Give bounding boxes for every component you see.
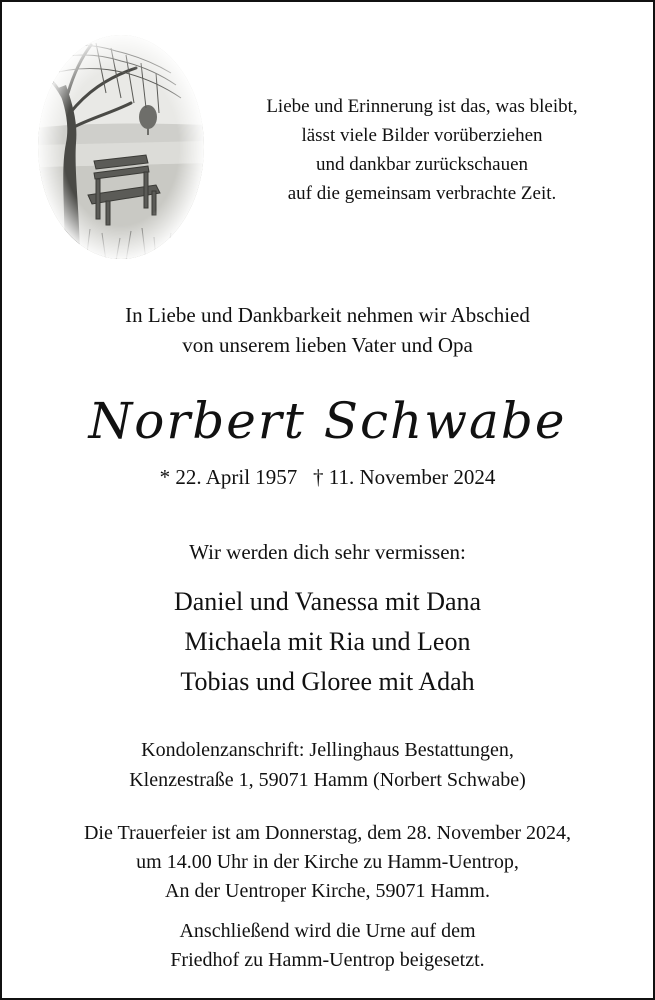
mourners-list bbox=[2, 582, 653, 702]
ceremony-line: Die Trauerfeier ist am Donnerstag, dem 28. November 2024, bbox=[83, 822, 572, 844]
condolence-line: Kondolenzanschrift: Jellinghaus Bestattungen, bbox=[141, 739, 514, 761]
ceremony-line: um 14.00 Uhr in der Kirche zu Hamm-Uentrop, bbox=[136, 851, 519, 873]
deceased-name: Norbert Schwabe bbox=[88, 392, 567, 450]
poem-line: Liebe und Erinnerung ist das, was bleibt, bbox=[266, 96, 578, 117]
burial-info bbox=[2, 917, 653, 975]
mourner-line: Daniel und Vanessa mit Dana bbox=[173, 587, 482, 616]
life-dates: * 22. April 1957 † 11. November 2024 bbox=[159, 465, 496, 489]
funeral-service-info bbox=[2, 819, 653, 906]
poem-line: und dankbar zurückschauen bbox=[315, 154, 529, 175]
intro-line: von unserem lieben Vater und Opa bbox=[182, 333, 473, 357]
poem-line: lässt viele Bilder vorüberziehen bbox=[301, 125, 543, 146]
mourner-line: Tobias und Gloree mit Adah bbox=[180, 667, 475, 696]
mourner-line: Michaela mit Ria und Leon bbox=[184, 627, 471, 656]
burial-line: Anschließend wird die Urne auf dem bbox=[179, 920, 476, 942]
poem-line: auf die gemeinsam verbrachte Zeit. bbox=[287, 183, 557, 204]
ceremony-line: An der Uentroper Kirche, 59071 Hamm. bbox=[165, 880, 490, 902]
mourners-heading: Wir werden dich sehr vermissen: bbox=[189, 540, 466, 564]
memorial-poem bbox=[212, 92, 632, 208]
burial-line: Friedhof zu Hamm-Uentrop beigesetzt. bbox=[170, 949, 485, 971]
condolence-address bbox=[2, 735, 653, 795]
intro-line: In Liebe und Dankbarkeit nehmen wir Abschied bbox=[125, 303, 530, 327]
bench-tree-illustration bbox=[36, 33, 206, 261]
farewell-intro bbox=[2, 300, 653, 360]
condolence-line: Klenzestraße 1, 59071 Hamm (Norbert Schwabe) bbox=[129, 769, 526, 791]
